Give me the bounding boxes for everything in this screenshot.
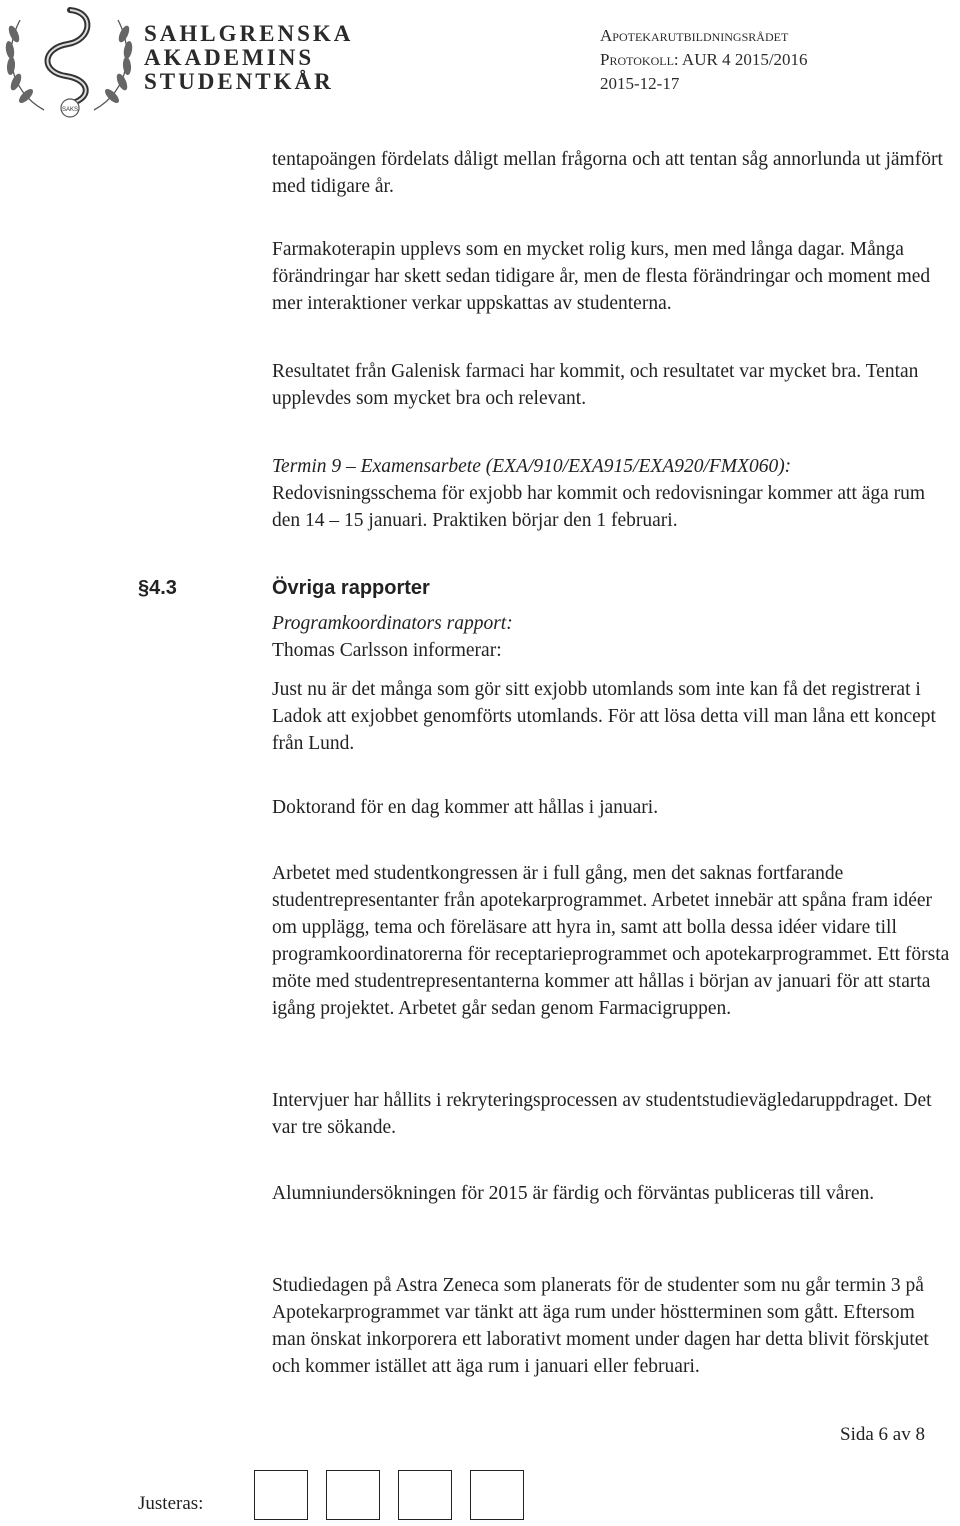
paragraph-text: tentapoängen fördelats dåligt mellan frågorna och att tentan såg annorlunda ut jämfört med tidigare år. [272,149,943,197]
report-item-text: Intervjuer har hållits i rekryteringsprocessen av studentstudievägledaruppdraget. Det var tre sökande. [272,1090,932,1138]
svg-text:SAKS: SAKS [61,107,79,113]
report-item [272,794,952,821]
report-item [272,1272,952,1380]
council-name: Apotekarutbildningsrådet [600,26,789,45]
paragraph [272,146,952,200]
organization-name [144,22,353,94]
paragraph-text: Farmakoterapin upplevs som en mycket rolig kurs, men med långa dagar. Många förändringar har skett sedan tidigare år, men de flesta förändringar och moment med mer interaktioner verkar uppskattas av studenterna. [272,239,931,314]
report-item-text: Arbetet med studentkongressen är i full gång, men det saknas fortfarande studentrepresentanter från apotekarprogrammet. Arbetet innebär att spåna fram idéer om upplägg, tema och föreläsare att hyra in, samt att bolla dessa idéer vidare till programkoordinatorerna för receptarieprogrammet och apotekarprogrammet. Ett första möte med studentrepresentanterna kommer att hållas i början av januari för att starta igång projektet. Arbetet går sedan genom Farmacigruppen. [272,863,950,1019]
termin9-heading: Termin 9 – Examensarbete (EXA/910/EXA915/EXA920/FMX060): [272,456,792,477]
org-name-line: AKADEMINS [144,45,315,70]
paragraph [272,236,952,317]
report-item-text: Doktorand för en dag kommer att hållas i januari. [272,797,659,818]
signature-box[interactable] [254,1470,308,1520]
section-title: Övriga rapporter [272,577,430,599]
section-number: §4.3 [138,577,177,599]
org-name-line: SAHLGRENSKA [144,21,354,46]
signature-box[interactable] [326,1470,380,1520]
informer-line: Thomas Carlsson informerar: [272,640,502,661]
section-subheading-block [272,610,952,664]
report-item-text: Just nu är det många som gör sitt exjobb utomlands som inte kan få det registrerat i Ladok att exjobbet genomförts utomlands. För att lösa detta vill man låna ett koncept från Lund. [272,679,936,754]
termin9-body: Redovisningsschema för exjobb har kommit och redovisningar kommer att äga rum den 14 – 15 januari. Praktiken börjar den 1 februari. [272,483,926,531]
report-item [272,676,952,757]
report-item [272,1087,952,1141]
report-item-text: Alumniundersökningen för 2015 är färdig och förväntas publiceras till våren. [272,1183,875,1204]
page-number: Sida 6 av 8 [840,1424,925,1445]
justeras-label: Justeras: [138,1493,204,1514]
paragraph-text: Resultatet från Galenisk farmaci har kommit, och resultatet var mycket bra. Tentan upplevdes som mycket bra och relevant. [272,361,919,409]
report-item [272,1180,952,1207]
signature-box[interactable] [398,1470,452,1520]
report-item-text: Studiedagen på Astra Zeneca som planerats för de studenter som nu går termin 3 på Apotekarprogrammet var tänkt att äga rum under höstterminen som gått. Eftersom man önskat inkorporera ett laborativt moment under dagen har detta blivit förskjutet och kommer istället att äga rum i januari eller februari. [272,1275,929,1377]
signature-box[interactable] [470,1470,524,1520]
termin9-block [272,453,952,534]
section-subheading: Programkoordinators rapport: [272,613,513,634]
document-header-info [600,24,808,96]
org-name-line: STUDENTKÅR [144,69,334,94]
report-item [272,860,952,1022]
student-union-logo [0,0,138,122]
paragraph [272,358,952,412]
protocol-number: Protokoll: AUR 4 2015/2016 [600,50,808,69]
meeting-date: 2015-12-17 [600,74,680,93]
